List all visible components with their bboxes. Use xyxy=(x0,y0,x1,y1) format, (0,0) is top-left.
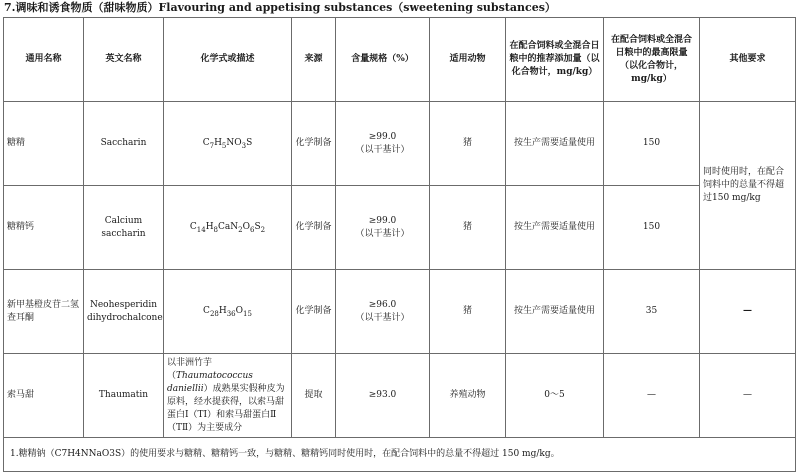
header-formula: 化学式或描述 xyxy=(164,18,292,102)
cell-maximum: 150 xyxy=(604,186,700,270)
cell-source: 化学制备 xyxy=(292,186,336,270)
header-other: 其他要求 xyxy=(700,18,796,102)
cell-common-name: 新甲基橙皮苷二氢查耳酮 xyxy=(4,270,84,354)
cell-recommended: 按生产需要适量使用 xyxy=(506,102,604,186)
cell-recommended: 0～5 xyxy=(506,354,604,438)
header-row xyxy=(4,18,796,102)
cell-english-name: Neohesperidin dihydrochalcone xyxy=(84,270,164,354)
cell-recommended: 按生产需要适量使用 xyxy=(506,270,604,354)
cell-maximum: — xyxy=(604,354,700,438)
content-value: ≥99.0 xyxy=(368,215,397,226)
cell-source: 提取 xyxy=(292,354,336,438)
cell-source: 化学制备 xyxy=(292,270,336,354)
header-animals: 适用动物 xyxy=(430,18,506,102)
cell-content xyxy=(336,186,430,270)
cell-animals: 猪 xyxy=(430,270,506,354)
cell-common-name: 索马甜 xyxy=(4,354,84,438)
table-row xyxy=(4,354,796,438)
cell-animals: 猪 xyxy=(430,102,506,186)
content-value: ≥96.0 xyxy=(368,299,397,310)
description-part1: 以非洲竹芋（ xyxy=(167,357,213,381)
cell-other: — xyxy=(700,354,796,438)
cell-formula xyxy=(164,186,292,270)
formula-text: $C_{28}H_{36}O_{15}$ xyxy=(203,306,252,318)
section-title: 7.调味和诱食物质（甜味物质）Flavouring and appetising substances（sweetening substances） xyxy=(4,1,556,14)
cell-formula xyxy=(164,270,292,354)
content-basis: （以干基计） xyxy=(355,228,410,239)
cell-content xyxy=(336,270,430,354)
cell-common-name: 糖精 xyxy=(4,102,84,186)
cell-other-shared: 同时使用时，在配合饲料中的总量不得超过150 mg/kg xyxy=(700,102,796,270)
description-latin-name: Thaumatococcus daniellii xyxy=(167,370,253,394)
header-maximum: 在配合饲料或全混合日粮中的最高限量（以化合物计，mg/kg） xyxy=(604,18,700,102)
cell-other: — xyxy=(700,270,796,354)
footnote-row xyxy=(4,438,796,472)
cell-formula xyxy=(164,102,292,186)
cell-common-name: 糖精钙 xyxy=(4,186,84,270)
table-row xyxy=(4,270,796,354)
cell-animals: 养殖动物 xyxy=(430,354,506,438)
header-content: 含量规格（%） xyxy=(336,18,430,102)
cell-content xyxy=(336,354,430,438)
cell-maximum: 35 xyxy=(604,270,700,354)
footnote: 1.糖精钠（C7H4NNaO3S）的使用要求与糖精、糖精钙一致，与糖精、糖精钙同时使用时，在配合饲料中的总量不得超过 150 mg/kg。 xyxy=(4,438,796,472)
cell-english-name: Calcium saccharin xyxy=(84,186,164,270)
cell-source: 化学制备 xyxy=(292,102,336,186)
content-basis: （以干基计） xyxy=(355,144,410,155)
header-recommended: 在配合饲料或全混合日粮中的推荐添加量（以化合物计，mg/kg） xyxy=(506,18,604,102)
content-basis: （以干基计） xyxy=(355,312,410,323)
cell-animals: 猪 xyxy=(430,186,506,270)
description-part2: ）成熟果实假种皮为原料，经水提获得，以索马甜蛋白Ⅰ（TⅠ）和索马甜蛋白Ⅱ（TⅡ）为主要成分 xyxy=(167,383,285,433)
content-value: ≥99.0 xyxy=(368,131,397,142)
content-value: ≥93.0 xyxy=(368,390,397,400)
cell-english-name: Saccharin xyxy=(84,102,164,186)
cell-content xyxy=(336,102,430,186)
formula-text: $C_7H_5NO_3S$ xyxy=(202,138,253,150)
header-common-name: 通用名称 xyxy=(4,18,84,102)
table-row xyxy=(4,102,796,186)
cell-description xyxy=(164,354,292,438)
cell-recommended: 按生产需要适量使用 xyxy=(506,186,604,270)
sweetener-table xyxy=(3,17,796,472)
header-source: 来源 xyxy=(292,18,336,102)
cell-maximum: 150 xyxy=(604,102,700,186)
header-english-name: 英文名称 xyxy=(84,18,164,102)
cell-english-name: Thaumatin xyxy=(84,354,164,438)
formula-text: $C_{14}H_8CaN_2O_6S_2$ xyxy=(189,222,266,234)
table-row xyxy=(4,186,796,270)
